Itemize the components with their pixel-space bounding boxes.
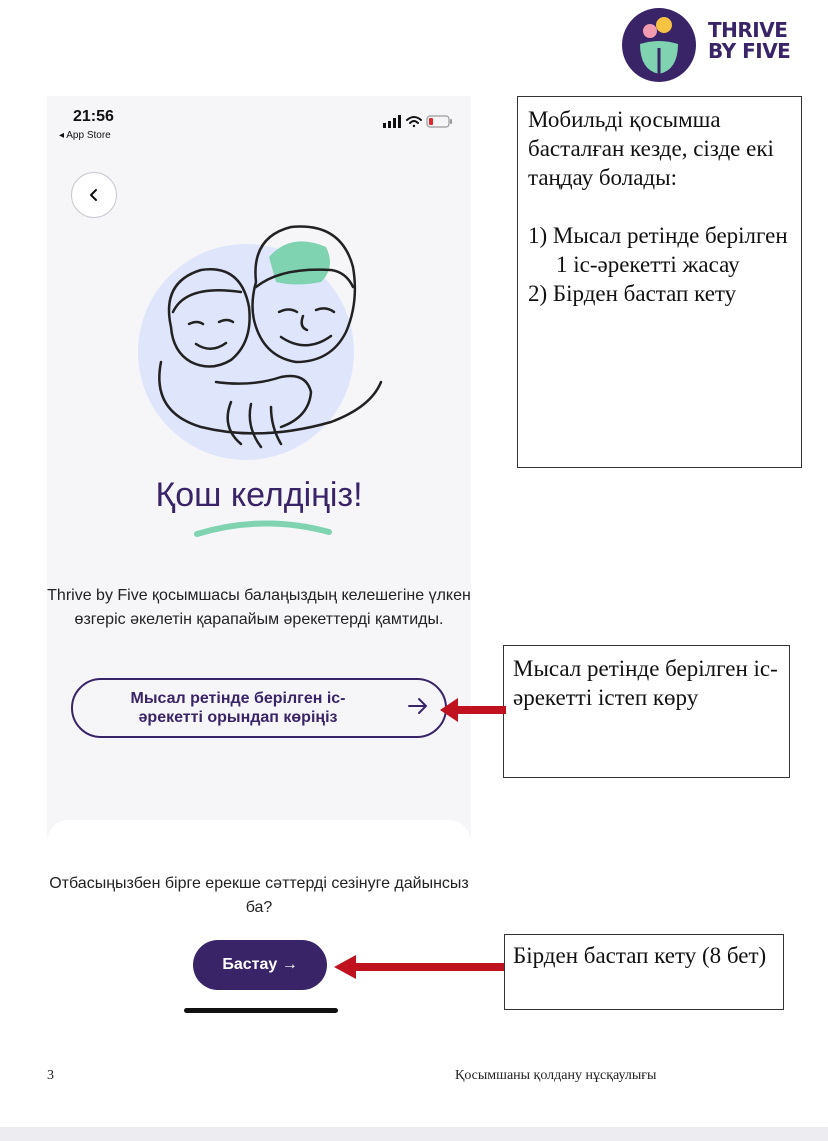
try-example-activity-label: Мысал ретінде берілген іс-әрекетті орындап көріңіз — [130, 690, 346, 726]
callout-option-2: 2) Бірден бастап кету — [528, 281, 737, 306]
welcome-title: Қош келдіңіз! — [155, 476, 363, 514]
page-bottom-band — [0, 1127, 828, 1141]
status-icons — [383, 114, 453, 133]
battery-icon — [427, 116, 452, 127]
father-child-illustration — [131, 212, 391, 462]
red-arrow-icon — [440, 696, 506, 724]
callout-intro-options — [528, 221, 791, 308]
signal-icon — [383, 115, 401, 128]
arrow-right-icon — [407, 694, 429, 718]
bottom-sheet — [47, 820, 471, 1028]
footer-title: Қосымшаны қолдану нұсқаулығы — [455, 1068, 657, 1083]
try-example-activity-button[interactable] — [71, 678, 447, 738]
phone-screenshot — [47, 96, 471, 1028]
home-indicator — [184, 1008, 338, 1013]
back-button[interactable] — [71, 172, 117, 218]
red-arrow-icon — [334, 953, 504, 981]
callout-option-1: 1) Мысал ретінде берілген 1 іс-әрекетті жасау — [528, 223, 788, 277]
app-description: Thrive by Five қосымшасы балаңыздың келешегіне үлкен өзгеріс әкелетін қарапайым әрекеттерді қамтиды. — [47, 587, 471, 628]
callout-intro-text: Мобильді қосымша басталған кезде, сізде екі таңдау болады: — [528, 107, 774, 190]
title-underline-decoration — [193, 516, 333, 540]
callout-start: Бірден бастап кету (8 бет) — [504, 934, 784, 1010]
status-time: 21:56 — [73, 108, 114, 125]
ready-prompt: Отбасыңызбен бірге ерекше сәттерді сезінуге дайынсыз ба? — [49, 875, 469, 916]
thrive-by-five-logo — [622, 8, 822, 82]
start-button[interactable]: Бастау → — [193, 940, 327, 990]
wifi-icon — [407, 117, 421, 127]
logo-mark-icon — [622, 8, 696, 82]
app-store-back-link[interactable]: ◂ App Store — [59, 130, 111, 141]
logo-wordmark: THRIVE BY FIVE — [708, 18, 791, 63]
callout-example: Мысал ретінде берілген іс-әрекетті істеп көру — [503, 645, 790, 778]
chevron-left-icon — [87, 188, 101, 202]
page-number: 3 — [47, 1068, 54, 1083]
callout-intro — [517, 96, 802, 468]
